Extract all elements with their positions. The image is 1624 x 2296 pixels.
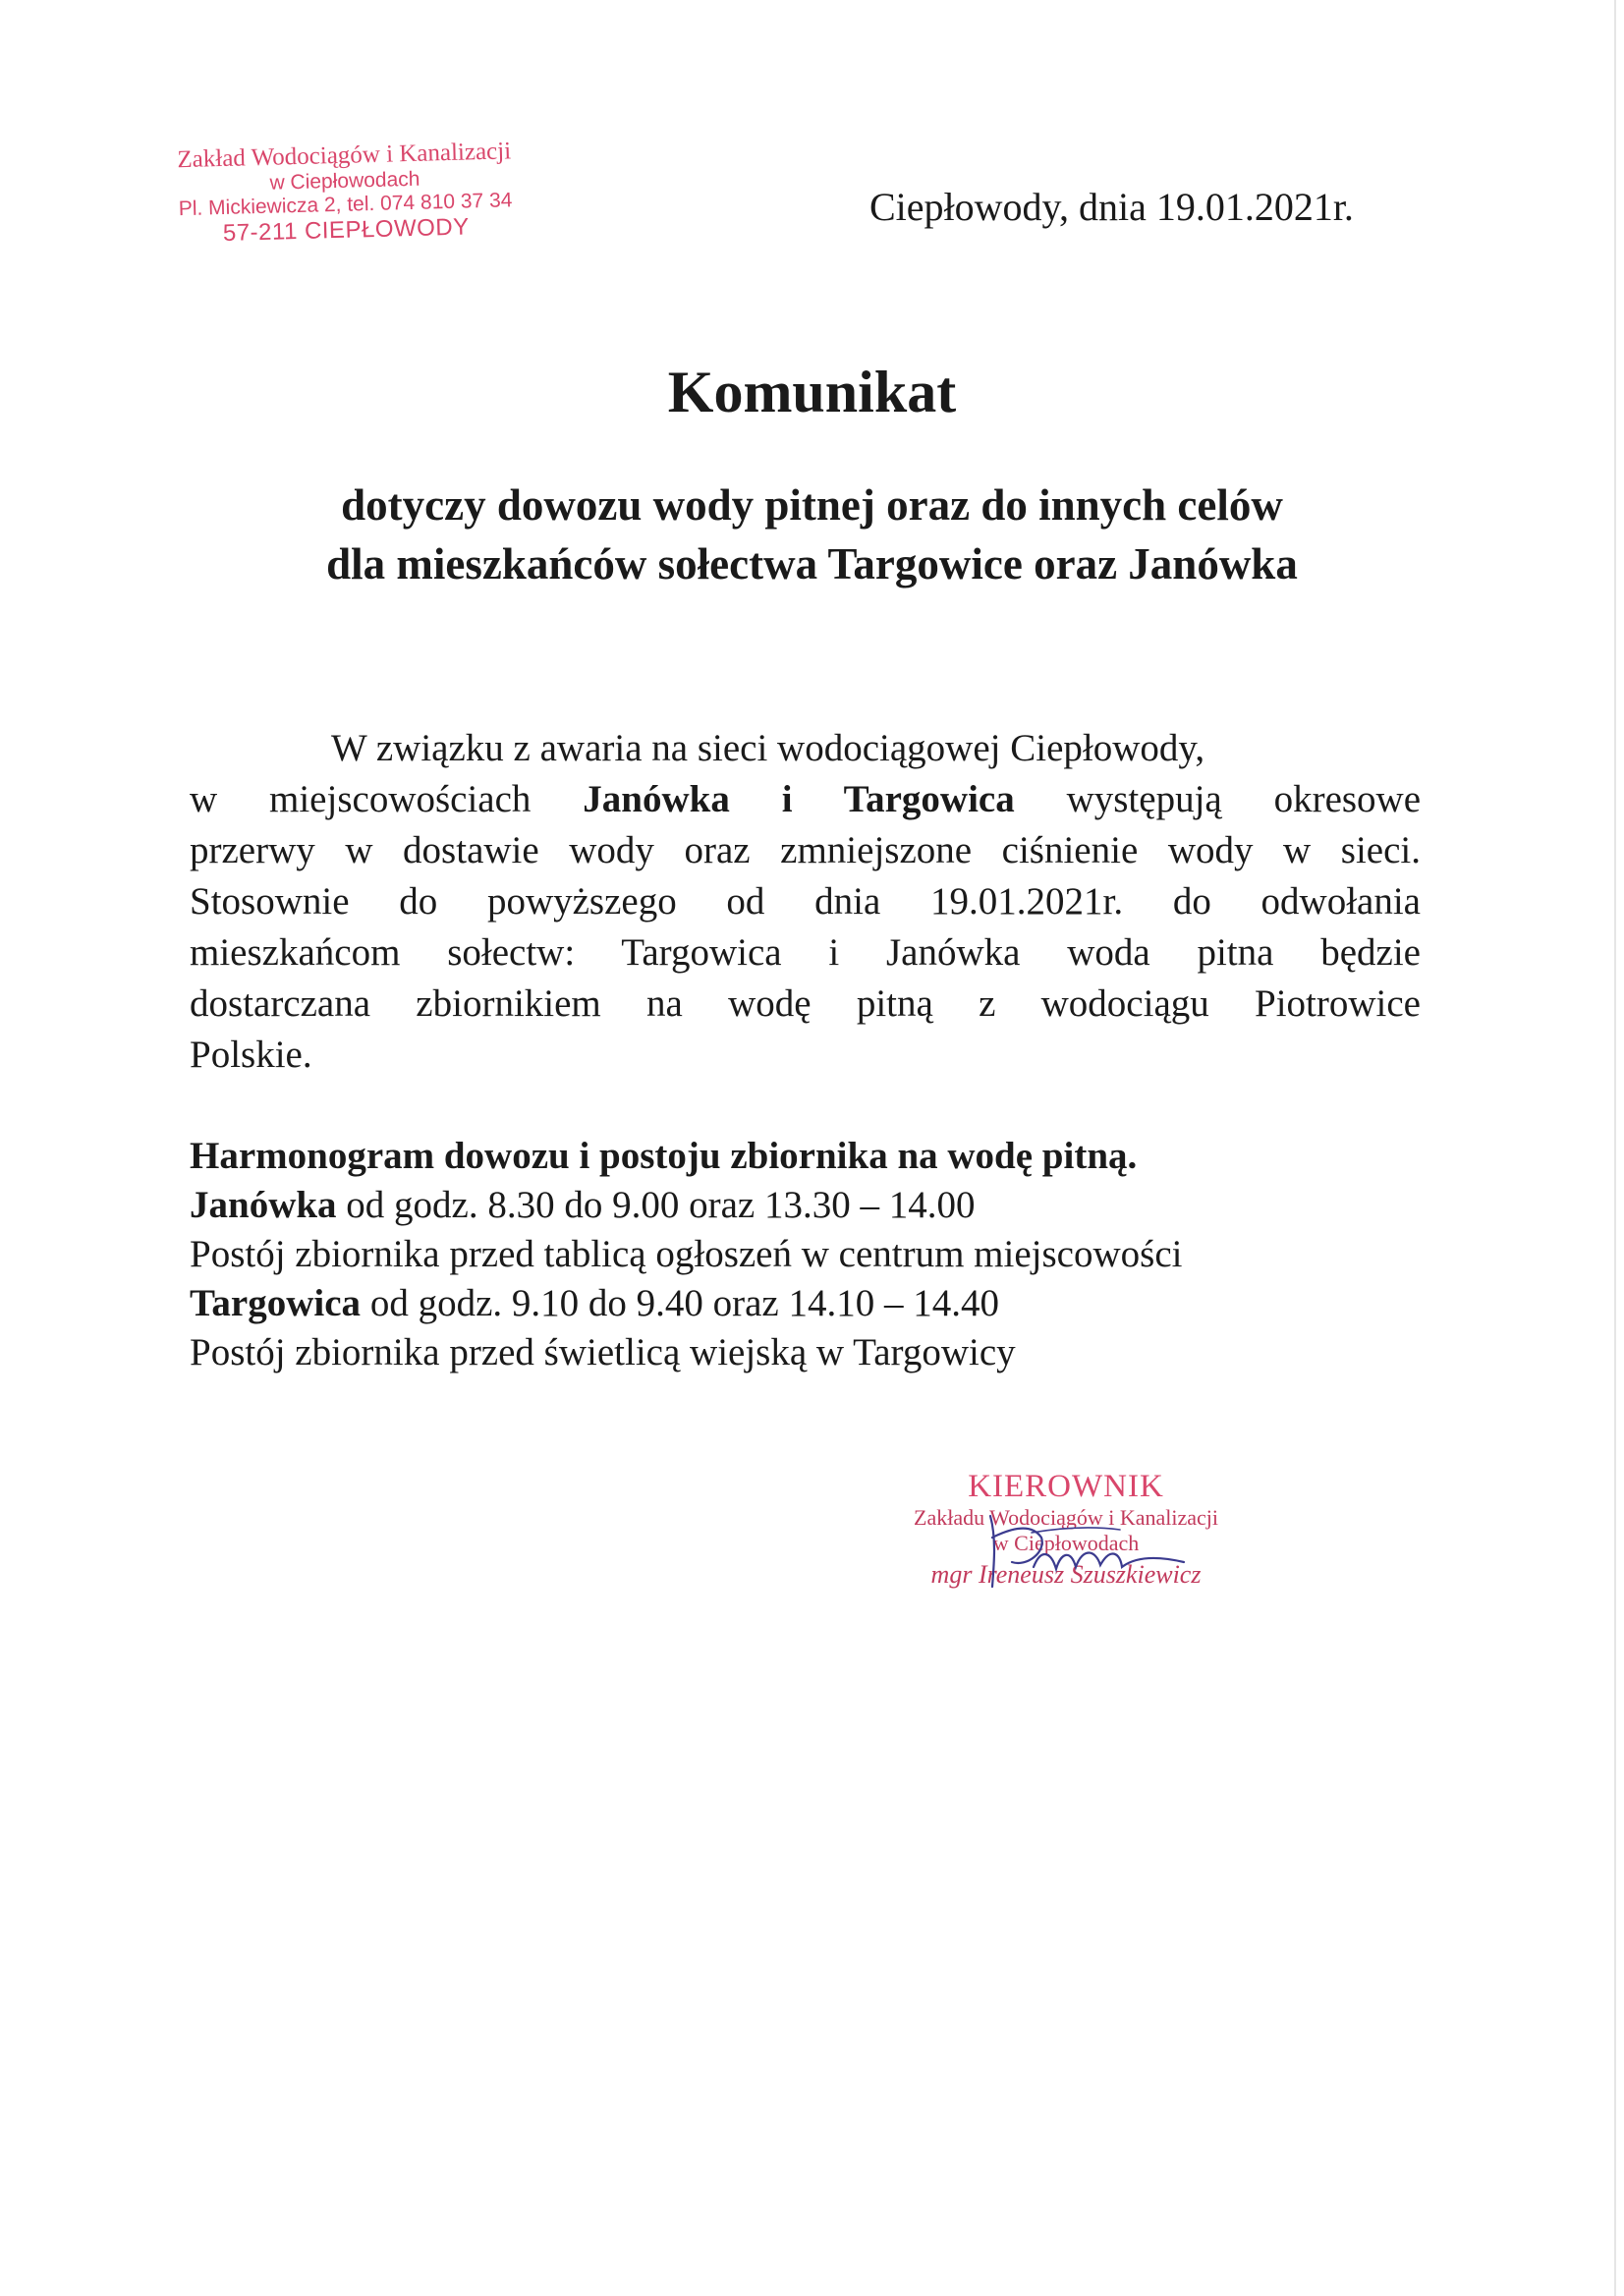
company-stamp [147, 138, 543, 250]
schedule-janowka-place: Postój zbiornika przed tablicą ogłoszeń w centrum miejscowości [190, 1233, 1183, 1275]
body-line-2-end: występują okresowe [1066, 778, 1422, 820]
schedule-title: Harmonogram dowozu i postoju zbiornika na wodę pitną. [190, 1135, 1138, 1177]
handwritten-signature-icon [973, 1508, 1199, 1596]
schedule-targowica-hours [190, 1279, 1467, 1328]
signature-org-name: Zakładu Wodociągów i Kanalizacji [914, 1505, 1218, 1530]
signature-org-location: w Ciepłowodach [992, 1531, 1140, 1555]
delivery-schedule [190, 1132, 1467, 1377]
stamp-address-phone: Pl. Mickiewicza 2, tel. 074 810 37 34 [178, 189, 513, 221]
stamp-company-name: Zakład Wodociągów i Kanalizacji [177, 138, 512, 174]
scan-edge-line [1614, 0, 1616, 2296]
announcement-body [190, 723, 1421, 1081]
body-line-5: mieszkańcom sołectw: Targowica i Janówka woda pitna będzie [190, 931, 1421, 974]
body-line-2 [190, 774, 1421, 825]
signature-name: mgr Ireneusz Szuszkiewicz [930, 1560, 1202, 1589]
schedule-janowka-time: od godz. 8.30 do 9.00 oraz 13.30 – 14.00 [346, 1184, 976, 1226]
schedule-targowica-time: od godz. 9.10 do 9.40 oraz 14.10 – 14.40 [369, 1282, 999, 1324]
document-subtitle-line-1: dotyczy dowozu wody pitnej oraz do innych celów [341, 480, 1283, 530]
body-line-7: Polskie. [190, 1034, 312, 1076]
schedule-janowka-hours [190, 1181, 1467, 1230]
body-line-3: przerwy w dostawie wody oraz zmniejszone ciśnienie wody w sieci. [190, 829, 1421, 871]
stamp-company-location: w Ciepłowodach [269, 167, 420, 195]
signature-role: KIEROWNIK [968, 1469, 1164, 1504]
schedule-targowica-name: Targowica [190, 1282, 362, 1324]
stamp-postal-city: 57-211 CIEPŁOWODY [222, 213, 470, 248]
body-line-6: dostarczana zbiornikiem na wodę pitną z wodociągu Piotrowice [190, 982, 1421, 1025]
document-subtitle-line-2: dla mieszkańców sołectwa Targowice oraz Janówka [326, 539, 1298, 588]
document-title: Komunikat [667, 360, 957, 424]
body-locations-bold: Janówka i Targowica [583, 778, 1015, 820]
schedule-janowka-name: Janówka [190, 1184, 337, 1226]
body-line-1: W związku z awaria na sieci wodociągowej Ciepłowody, [331, 727, 1205, 769]
schedule-targowica-place: Postój zbiornika przed świetlicą wiejską w Targowicy [190, 1331, 1016, 1373]
body-line-4: Stosownie do powyższego od dnia 19.01.2021r. do odwołania [190, 880, 1421, 923]
body-line-2-start: w miejscowościach [190, 778, 532, 820]
place-date: Ciepłowody, dnia 19.01.2021r. [869, 185, 1354, 229]
